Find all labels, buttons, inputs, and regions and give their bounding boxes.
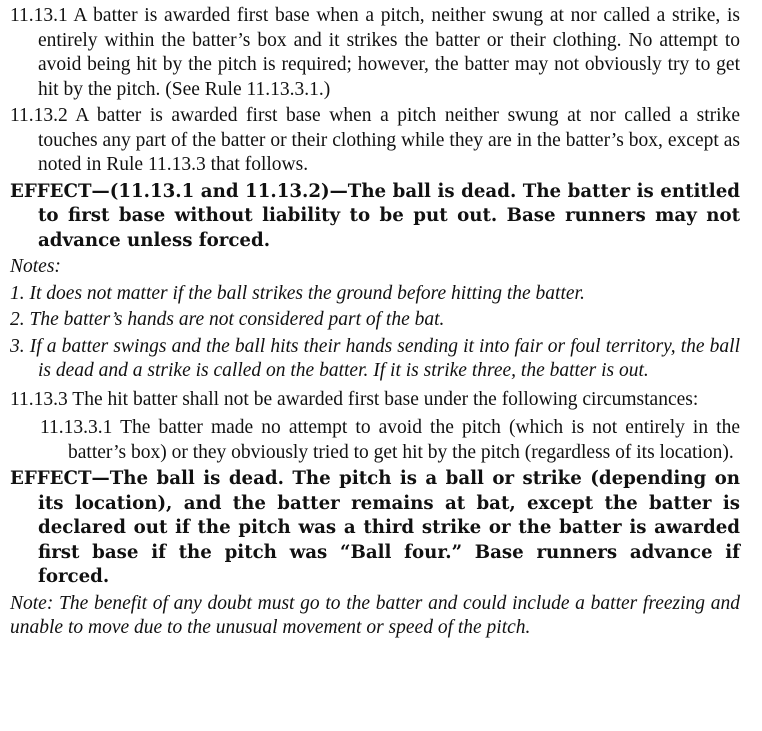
- note-item-2: 2. The batter’s hands are not considered part of the bat.: [10, 309, 445, 330]
- note-item-3: 3. If a batter swings and the ball hits their hands sending it into fair or foul territory, the ball is dead and a strike is called on the batter. If it is strike three, the batter is out.: [10, 335, 740, 381]
- final-note: Note: The benefit of any doubt must go to the batter and could include a batter freezing and unable to move due to the unusual movement or speed of the pitch.: [10, 592, 740, 638]
- rule-11-13-2: 11.13.2 A batter is awarded first base when a pitch neither swung at nor called a strike touches any part of the batter or their clothing while they are in the batter’s box, except as noted in Rule 11.13.3 that follows.: [10, 105, 740, 175]
- rule-11-13-3-1: 11.13.3.1 The batter made no attempt to avoid the pitch (which is not entirely in the batter’s box) or they obviously tried to get hit by the pitch (regardless of its location).: [40, 417, 740, 463]
- note-item-1: 1. It does not matter if the ball strikes the ground before hitting the batter.: [10, 282, 585, 304]
- notes-heading: Notes:: [10, 256, 61, 277]
- rule-11-13-1: 11.13.1 A batter is awarded first base when a pitch, neither swung at nor called a strike, is entirely within the batter’s box and it strikes the batter or their clothing. No attempt to avoid being hit by the pitch is required; however, the batter may not obviously try to get hit by the pitch. (See Rule 11.13.3.1.): [10, 5, 740, 100]
- effect-11-13-3: EFFECT—The ball is dead. The pitch is a ball or strike (depending on its location), and the batter remains at bat, except the batter is declared out if the pitch was a third strike or the batter is awarded first base if the pitch was “Ball four.” Base runners advance if forced.: [10, 468, 740, 587]
- effect-11-13-1-and-2: EFFECT—(11.13.1 and 11.13.2)—The ball is dead. The batter is entitled to first base without liability to be put out. Base runners may not advance unless forced.: [10, 180, 740, 251]
- rule-11-13-3: 11.13.3 The hit batter shall not be awarded first base under the following circumstances:: [10, 388, 699, 410]
